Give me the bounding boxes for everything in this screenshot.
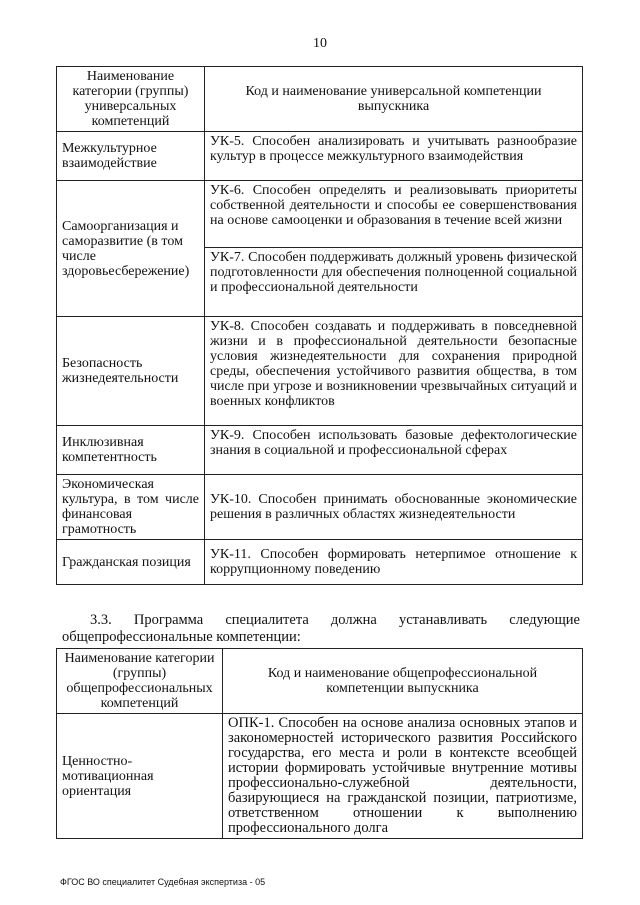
header-category: Наименование категории (группы) универсальных компетенций <box>57 67 205 132</box>
paragraph-line: 3.3. Программа специалитета должна устанавливать следующие <box>90 612 580 628</box>
category-cell: Инклюзивная компетентность <box>57 426 205 475</box>
category-cell: Ценностно-мотивационная ориентация <box>57 714 223 839</box>
category-cell: Экономическая культура, в том числе финансовая грамотность <box>57 475 205 540</box>
competence-cell: УК-9. Способен использовать базовые дефектологические знания в социальной и профессиональной сферах <box>205 426 583 475</box>
table-header-row <box>57 67 583 132</box>
table-row <box>57 181 583 248</box>
paragraph-line: общепрофессиональные компетенции: <box>62 629 301 645</box>
table-row <box>57 426 583 475</box>
footer: ФГОС ВО специалитет Судебная экспертиза - 05 <box>60 877 266 887</box>
competence-cell: ОПК-1. Способен на основе анализа основных этапов и закономерностей исторического развития Российского государства, его места и роли в контексте всеобщей истории формировать устойчивые внутренние мотивы профессионально-служебной деятельности, базирующиеся на гражданской позиции, патриотизме, ответственном отношении к выполнению профессионального долга <box>223 714 583 839</box>
header-category: Наименование категории (группы) общепрофессиональных компетенций <box>57 649 223 714</box>
competence-cell: УК-11. Способен формировать нетерпимое отношение к коррупционному поведению <box>205 540 583 585</box>
competence-cell: УК-10. Способен принимать обоснованные экономические решения в различных областях жизнедеятельности <box>205 475 583 540</box>
header-competence: Код и наименование общепрофессиональной компетенции выпускника <box>223 649 583 714</box>
general-professional-competences-table <box>56 648 583 839</box>
competence-cell: УК-8. Способен создавать и поддерживать в повседневной жизни и в профессиональной деятельности безопасные условия жизнедеятельности для сохранения природной среды, обеспечения устойчивого развития общества, в том числе при угрозе и возникновении чрезвычайных ситуаций и военных конфликтов <box>205 317 583 426</box>
table-row <box>57 714 583 839</box>
table-row <box>57 540 583 585</box>
page-number: 10 <box>313 36 327 51</box>
table-row <box>57 317 583 426</box>
category-cell: Самоорганизация и саморазвитие (в том числе здоровьесбережение) <box>57 181 205 317</box>
section-paragraph <box>62 612 580 646</box>
competence-cell: УК-6. Способен определять и реализовывать приоритеты собственной деятельности и способы ее совершенствования на основе самооценки и образования в течение всей жизни <box>205 181 583 248</box>
table-header-row <box>57 649 583 714</box>
header-competence: Код и наименование универсальной компетенции выпускника <box>205 67 583 132</box>
universal-competences-table <box>56 66 583 585</box>
category-cell: Межкультурное взаимодействие <box>57 132 205 181</box>
category-cell: Безопасность жизнедеятельности <box>57 317 205 426</box>
competence-cell: УК-7. Способен поддерживать должный уровень физической подготовленности для обеспечения полноценной социальной и профессиональной деятельности <box>205 248 583 317</box>
competence-cell: УК-5. Способен анализировать и учитывать разнообразие культур в процессе межкультурного взаимодействия <box>205 132 583 181</box>
category-cell: Гражданская позиция <box>57 540 205 585</box>
table-row <box>57 475 583 540</box>
table-row <box>57 132 583 181</box>
